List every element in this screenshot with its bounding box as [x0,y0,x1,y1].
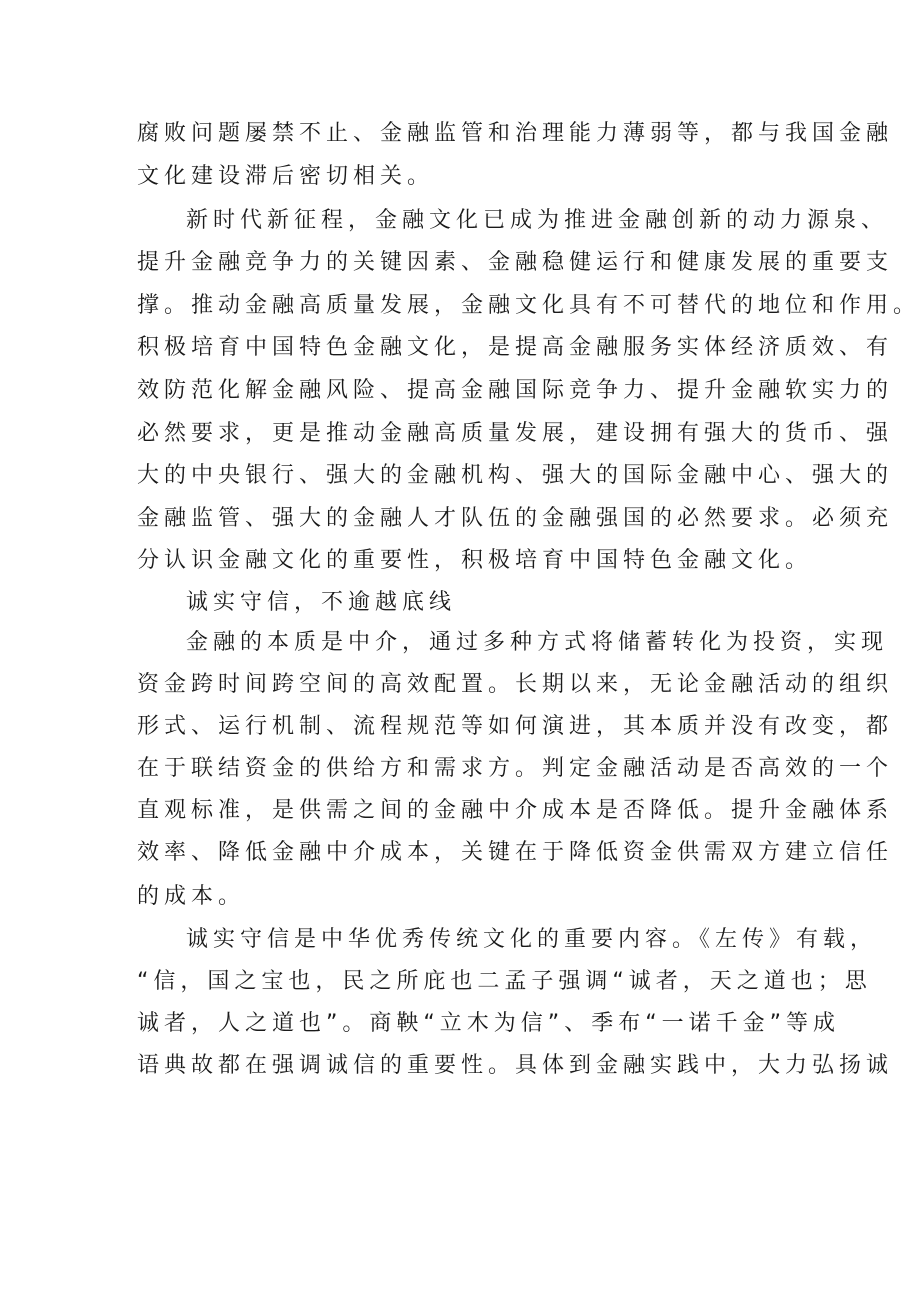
body-text-line: 分认识金融文化的重要性，积极培育中国特色金融文化。 [137,548,813,573]
body-text-line: 在于联结资金的供给方和需求方。判定金融活动是否高效的一个 [137,756,894,781]
paragraph-start-line: 新时代新征程，金融文化已成为推进金融创新的动力源泉、 [186,208,889,233]
body-text-line: 积极培育中国特色金融文化，是提高金融服务实体经济质效、有 [137,335,894,360]
paragraph-start-line: 金融的本质是中介，通过多种方式将储蓄转化为投资，实现 [186,630,889,655]
body-text-line: 直观标准，是供需之间的金融中介成本是否降低。提升金融体系 [137,798,894,823]
body-text-line: 撑。推动金融高质量发展，金融文化具有不可替代的地位和作用。 [137,293,920,318]
body-text-line: 诚者，人之道也”。商鞅“立木为信”、季布“一诺千金”等成 [137,1011,840,1036]
paragraph-start-line: 诚实守信是中华优秀传统文化的重要内容。《左传》有载， [186,927,878,952]
body-text-line: 腐败问题屡禁不止、金融监管和治理能力薄弱等，都与我国金融 [137,121,894,146]
body-text-line: 提升金融竞争力的关键因素、金融稳健运行和健康发展的重要支 [137,250,894,275]
body-text-line: 大的中央银行、强大的金融机构、强大的国际金融中心、强大的 [137,463,894,488]
body-text-line: 效防范化解金融风险、提高金融国际竞争力、提升金融软实力的 [137,378,894,403]
body-text-line: 文化建设滞后密切相关。 [137,164,435,189]
body-text-line: 形式、运行机制、流程规范等如何演进，其本质并没有改变，都 [137,714,894,739]
body-text-line: 语典故都在强调诚信的重要性。具体到金融实践中，大力弘扬诚 [137,1053,894,1078]
body-text-line: 效率、降低金融中介成本，关键在于降低资金供需双方建立信任 [137,840,894,865]
body-text-line: 的成本。 [137,884,246,909]
body-text-line: 金融监管、强大的金融人才队伍的金融强国的必然要求。必须充 [137,506,894,531]
section-heading: 诚实守信，不逾越底线 [186,590,457,615]
body-text-line: “信，国之宝也，民之所庇也二孟子强调“诚者，天之道也；思 [137,969,872,994]
body-text-line: 资金跨时间跨空间的高效配置。长期以来，无论金融活动的组织 [137,672,894,697]
body-text-line: 必然要求，更是推动金融高质量发展，建设拥有强大的货币、强 [137,421,894,446]
